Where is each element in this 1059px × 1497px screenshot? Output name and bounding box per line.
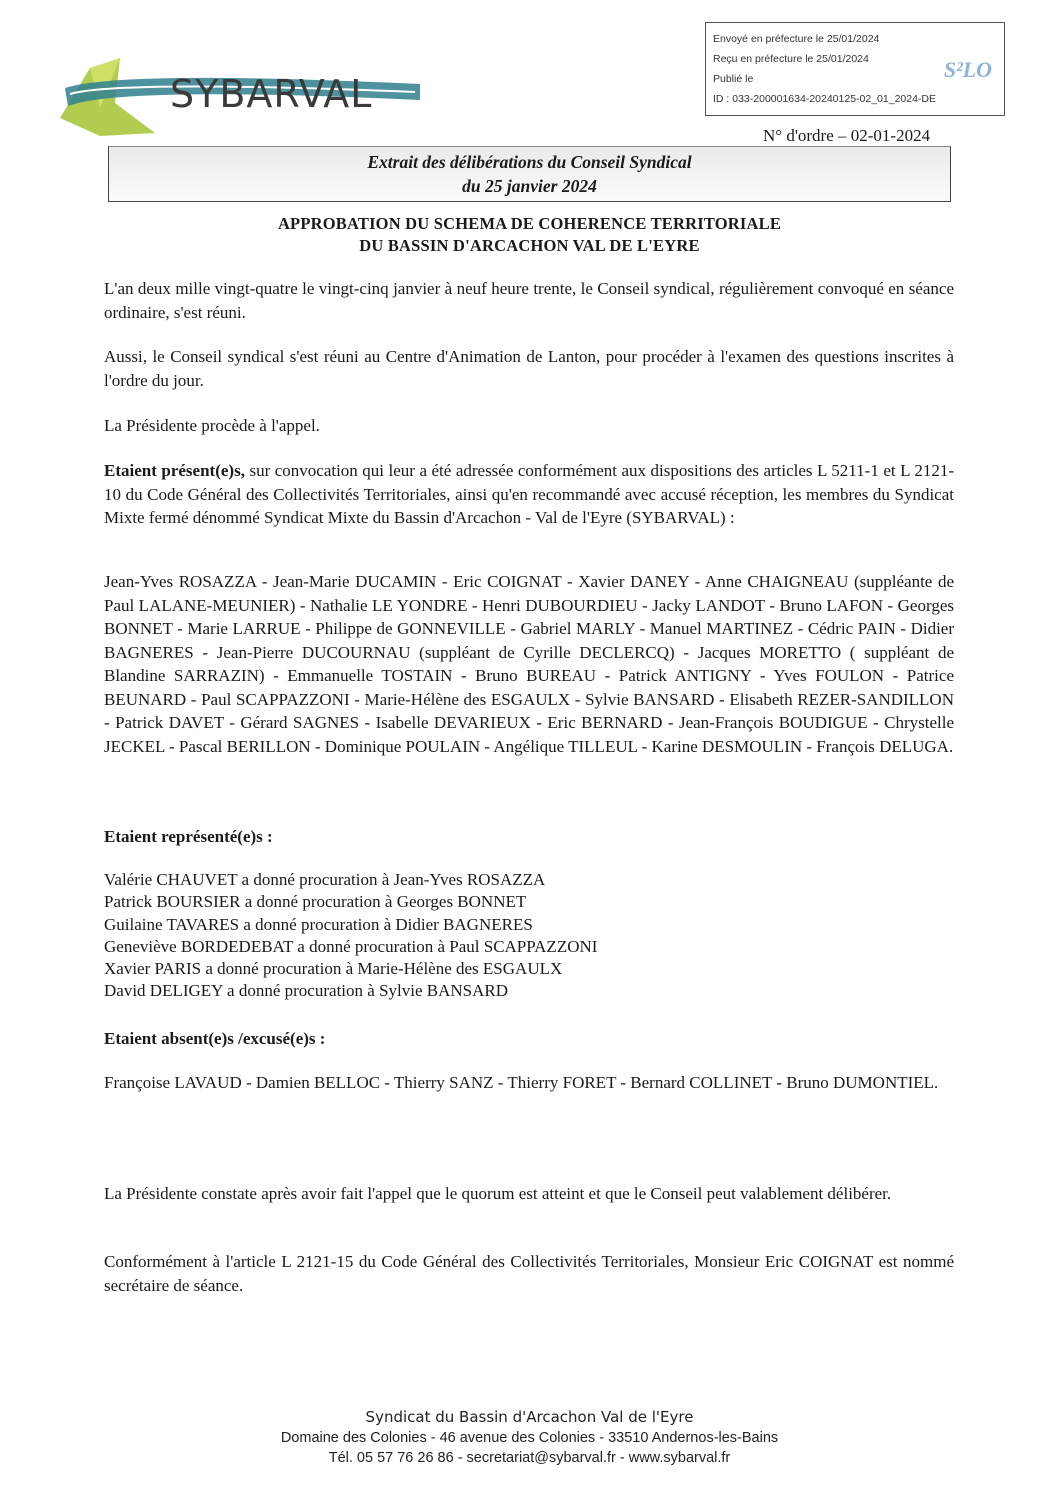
location-paragraph: Aussi, le Conseil syndical s'est réuni au Centre d'Animation de Lanton, pour procéder à l'examen des questions inscrites à l'ordre du jour. <box>104 347 954 390</box>
stamp-id: ID : 033-200001634-20240125-02_01_2024-DE <box>713 93 937 105</box>
stamp-sent: Envoyé en préfecture le 25/01/2024 <box>713 33 880 45</box>
footer-contact: Tél. 05 57 76 26 86 - secretariat@sybarval.fr - www.sybarval.fr <box>328 1450 731 1466</box>
proxy-item: Valérie CHAUVET a donné procuration à Jean-Yves ROSAZZA <box>104 870 546 889</box>
sybarval-logo <box>60 48 430 140</box>
present-members-list: Jean-Yves ROSAZZA - Jean-Marie DUCAMIN - Eric COIGNAT - Xavier DANEY - Anne CHAIGNEAU (suppléante de Paul LALANE-MEUNIER) - Nathalie LE YONDRE - Henri DUBOURDIEU - Jacky LANDOT - Bruno LAFON - Georges BONNET - Marie LARRUE - Philippe de GONNEVILLE - Gabriel MARLY - Manuel MARTINEZ - Cédric PAIN - Didier BAGNERES - Jean-Pierre DUCOURNAU (suppléant de Cyrille DECLERCQ) - Jacques MORETTO ( suppléant de Blandine SARRAZIN) - Emmanuelle TOSTAIN - Bruno BUREAU - Patrick ANTIGNY - Yves FOULON - Patrice BEUNARD - Paul SCAPPAZZONI - Marie-Hélène des ESGAULX - Sylvie BANSARD - Elisabeth REZER-SANDILLON - Patrick DAVET - Gérard SAGNES - Isabelle DEVARIEUX - Eric BERNARD - Jean-François BOUDIGUE - Chrystelle JECKEL - Pascal BERILLON - Dominique POULAIN - Angélique TILLEUL - Karine DESMOULIN - François DELUGA. <box>104 572 954 756</box>
stamp-published: Publié le <box>713 73 754 85</box>
proxy-item: Guilaine TAVARES a donné procuration à Didier BAGNERES <box>104 914 533 934</box>
opening-paragraph: L'an deux mille vingt-quatre le vingt-cinq janvier à neuf heure trente, le Conseil syndical, régulièrement convoqué en séance ordinaire, s'est réuni. <box>104 279 954 322</box>
represented-heading: Etaient représenté(e)s : <box>104 827 273 846</box>
proxy-item: David DELIGEY a donné procuration à Sylvie BANSARD <box>104 981 508 1001</box>
order-number: N° d'ordre – 02-01-2024 <box>763 126 931 145</box>
proxy-item: Xavier PARIS a donné procuration à Marie-Hélène des ESGAULX <box>104 959 563 979</box>
page-footer <box>0 1407 1059 1469</box>
proxy-item: Patrick BOURSIER a donné procuration à Georges BONNET <box>104 892 527 912</box>
prefecture-stamp <box>705 22 1005 116</box>
footer-address: Domaine des Colonies - 46 avenue des Colonies - 33510 Andernos-les-Bains <box>280 1429 779 1446</box>
proxy-list <box>104 869 954 1003</box>
roll-call-paragraph: La Présidente procède à l'appel. <box>104 416 320 435</box>
extract-line-1: Extrait des délibérations du Conseil Syndical <box>367 152 692 172</box>
present-intro-paragraph <box>104 459 954 530</box>
document-title <box>108 213 951 257</box>
s2lo-logo: S²LO <box>943 57 992 82</box>
extract-header <box>108 146 951 202</box>
footer-org-name: Syndicat du Bassin d'Arcachon Val de l'Eyre <box>365 1408 694 1426</box>
title-line-2: DU BASSIN D'ARCACHON VAL DE L'EYRE <box>359 236 700 255</box>
absent-members-list: Françoise LAVAUD - Damien BELLOC - Thierry SANZ - Thierry FORET - Bernard COLLINET - Bruno DUMONTIEL. <box>104 1073 939 1092</box>
secretary-paragraph: Conformément à l'article L 2121-15 du Code Général des Collectivités Territoriales, Monsieur Eric COIGNAT est nommé secrétaire de séance. <box>104 1252 954 1295</box>
quorum-paragraph: La Présidente constate après avoir fait l'appel que le quorum est atteint et que le Conseil peut valablement délibérer. <box>104 1184 892 1203</box>
extract-line-2: du 25 janvier 2024 <box>462 176 597 196</box>
title-line-1: APPROBATION DU SCHEMA DE COHERENCE TERRITORIALE <box>277 214 782 233</box>
proxy-item: Geneviève BORDEDEBAT a donné procuration à Paul SCAPPAZZONI <box>104 936 598 956</box>
absent-heading: Etaient absent(e)s /excusé(e)s : <box>104 1029 326 1048</box>
stamp-received: Reçu en préfecture le 25/01/2024 <box>713 53 869 65</box>
logo-wordmark: SYBARVAL <box>170 72 373 116</box>
present-label: Etaient présent(e)s, <box>104 461 245 480</box>
present-text: sur convocation qui leur a été adressée conformément aux dispositions des articles L 5211-1 et L 2121-10 du Code Général des Collectivités Territoriales, ainsi qu'en recommandé avec accusé réception, les membres du Syndicat Mixte fermé dénommé Syndicat Mixte du Bassin d'Arcachon - Val de l'Eyre (SYBARVAL) : <box>104 461 954 527</box>
